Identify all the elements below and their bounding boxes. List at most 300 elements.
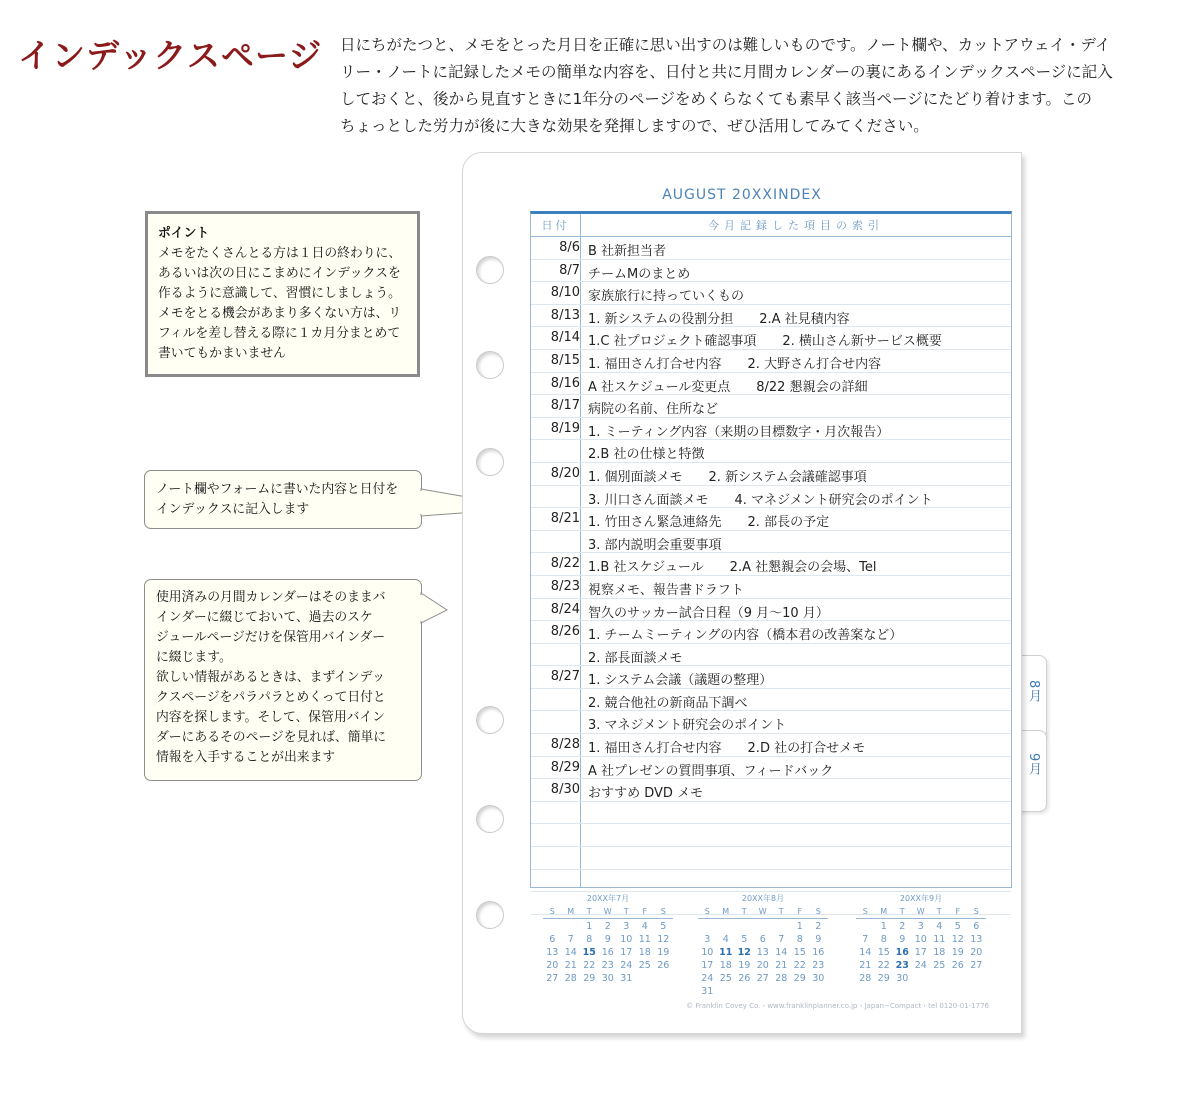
calendar-day: 10 [914,934,927,945]
calendar-day: 8 [880,934,887,945]
index-row [531,373,1011,396]
calendar-day [772,921,791,932]
calendar-day: 11 [638,934,651,945]
calendar-day: 26 [738,973,751,984]
calendar-day: 24 [701,973,714,984]
index-row-date [531,330,580,345]
calendar-day: 2 [604,921,611,932]
index-row [531,350,1011,373]
mini-calendar-weekdays [698,907,828,919]
weekday-label: T [936,907,942,916]
calendar-day: 19 [738,960,751,971]
weekday-label: S [704,907,710,916]
index-header-row [531,214,1011,237]
mini-calendar-week [543,947,673,958]
calendar-day: 2 [899,921,906,932]
mini-calendar-week [856,921,986,932]
mini-calendar-week [543,960,673,971]
calendar-day: 22 [583,960,596,971]
index-row-date [531,805,580,820]
calendar-day: 31 [620,973,633,984]
calendar-day: 19 [951,947,964,958]
index-row [531,305,1011,328]
index-row-text: B 社新担当者 [588,244,667,259]
index-row [531,260,1011,283]
index-row-text: チームMのまとめ [588,266,691,282]
calendar-day: 24 [620,960,633,971]
calendar-day: 10 [620,934,633,945]
planner-page [462,152,1022,1034]
index-row [531,553,1011,576]
index-row-date [531,489,580,504]
text-line: ノート欄やフォームに書いた内容と日付を [156,482,399,497]
index-row-date [531,669,580,684]
text-line: フィルを差し替える際に１カ月分まとめて [158,326,401,341]
index-row [531,440,1011,463]
index-row-date [531,782,580,797]
calendar-day [930,973,949,984]
calendar-day: 27 [756,973,769,984]
calendar-day [543,921,562,932]
mini-calendar [698,893,828,997]
calendar-day: 5 [954,921,961,932]
calendar-day [717,986,736,997]
index-row-date [531,714,580,729]
index-row [531,644,1011,667]
calendar-day: 20 [756,960,769,971]
index-row-text: 3. 川口さん面談メモ 4. マネジメント研究会のポイント [588,492,933,508]
calendar-day: 15 [877,947,890,958]
weekday-label: F [797,907,803,916]
mini-calendar-week [698,934,828,945]
index-row-date-text: 8/22 [550,556,580,572]
index-row-text: 1.C 社プロジェクト確認事項 2. 横山さん新サービス概要 [588,334,942,350]
index-row-text: 1. 福田さん打合せ内容 2. 大野さん打合せ内容 [588,356,882,372]
calendar-day: 21 [859,960,872,971]
page-title: インデックスページ [18,36,323,75]
index-row-text: 3. 部内説明会重要事項 [588,537,722,553]
text-line: メモをたくさんとる方は１日の終わりに、 [158,246,402,261]
mini-calendar-title: 20XX年9月 [899,894,943,903]
mini-calendar-title: 20XX年8月 [741,894,785,903]
calendar-day: 29 [793,973,806,984]
calendar-day: 18 [933,947,946,958]
calendar-day: 22 [793,960,806,971]
index-row-date [531,263,580,278]
weekday-label: M [567,907,575,916]
mini-calendar-week [543,921,673,932]
mini-calendar-week [856,934,986,945]
index-row-text: 智久のサッカー試合日程（9 月〜10 月） [588,605,829,621]
weekday-label: F [955,907,961,916]
index-row-date-text: 8/16 [550,375,580,391]
calendar-day: 25 [719,973,732,984]
weekday-label: S [973,907,979,916]
index-row-text: 2. 競合他社の新商品下調べ [588,695,748,711]
index-row-date [531,556,580,571]
index-row-date [531,443,580,458]
index-row-date-text: 8/24 [550,601,580,617]
calendar-day: 22 [877,960,890,971]
calendar-day: 27 [970,960,983,971]
index-row-date [531,760,580,775]
calendar-day: 24 [914,960,927,971]
index-row [531,689,1011,712]
binder-hole [476,256,504,284]
calendar-day: 18 [719,960,732,971]
index-row [531,418,1011,441]
calendar-day: 13 [546,947,559,958]
calendar-day: 1 [796,921,803,932]
calendar-day: 7 [567,934,574,945]
index-row-date [531,511,580,526]
index-row [531,711,1011,734]
calendar-day: 31 [701,986,714,997]
calendar-day [698,921,717,932]
callout-index-entry-text [156,480,410,520]
index-row-date [531,624,580,639]
text-line: 内容を探します。そして、保管用バイン [156,710,386,725]
calendar-day: 3 [623,921,630,932]
calendar-day: 6 [759,934,766,945]
index-row-date [531,850,580,865]
calendar-day [636,973,655,984]
index-row-date [531,240,580,255]
index-row [531,531,1011,554]
index-row-date [531,602,580,617]
intro-text [340,32,1185,140]
calendar-day [654,973,673,984]
calendar-day [856,921,875,932]
index-row-text: 1. 福田さん打合せ内容 2.D 社の打合せメモ [588,741,866,757]
index-row-date [531,579,580,594]
calendar-day [772,986,791,997]
calendar-day: 17 [914,947,927,958]
index-row-date [531,534,580,549]
index-row-date [531,353,580,368]
text-line: インデックスに記入します [156,502,310,517]
index-row-date-text: 8/13 [550,307,580,323]
mini-calendar [856,893,986,984]
weekday-label: T [899,907,905,916]
calendar-day: 9 [899,934,906,945]
calendar-day: 11 [933,934,946,945]
text-line: クスページをパラパラとめくって日付と [156,690,386,705]
index-row-text: A 社プレゼンの質問事項、フィードバック [588,763,834,779]
calendar-day: 27 [546,973,559,984]
tab-august-label: 8月 [1026,680,1041,704]
calendar-day [967,973,986,984]
index-row-date-text: 8/14 [550,330,580,346]
index-row-text: 1. 竹田さん緊急連絡先 2. 部長の予定 [588,515,830,531]
calendar-day: 14 [775,947,788,958]
index-row-text: 1. 新システムの役割分担 2.A 社見積内容 [588,311,850,327]
index-row-date [531,692,580,707]
weekday-label: T [623,907,629,916]
index-row [531,486,1011,509]
calendar-day: 20 [546,960,559,971]
text-line: 使用済みの月間カレンダーはそのままバ [156,590,386,605]
binder-hole [476,351,504,379]
text-line: 欲しい情報があるときは、まずインデッ [156,670,385,685]
index-row [531,576,1011,599]
index-row-date [531,308,580,323]
calendar-day: 1 [586,921,593,932]
tip-box [145,211,420,377]
calendar-day: 28 [859,973,872,984]
index-row [531,508,1011,531]
calendar-day: 14 [564,947,577,958]
calendar-day: 21 [564,960,577,971]
index-title: AUGUST 20XXINDEX [662,187,822,203]
calendar-day: 16 [601,947,614,958]
page-footer: © Franklin Covey Co.・www.franklinplanner.co.jp・Japan−Compact・tel 0120-01-1776 [686,1002,989,1010]
calendar-day: 17 [620,947,633,958]
index-row [531,599,1011,622]
index-row [531,870,1011,893]
mini-calendar-week [698,973,828,984]
index-row-date [531,421,580,436]
index-row [531,802,1011,825]
header-content: 今月記録した項目の索引 [708,219,884,232]
index-row [531,621,1011,644]
binder-hole [476,901,504,929]
mini-calendar-week [698,947,828,958]
calendar-day: 2 [815,921,822,932]
calendar-day: 30 [896,973,909,984]
tab-september-label: 9月 [1026,753,1041,777]
calendar-day: 1 [880,921,887,932]
index-row-text: A 社スケジュール変更点 8/22 懇親会の詳細 [588,379,868,395]
index-row-text: 1. ミーティング内容（来期の目標数字・月次報告） [588,424,890,440]
mini-calendar-week [698,986,828,997]
index-row [531,666,1011,689]
index-row-date-text: 8/27 [550,669,580,685]
calendar-day [735,986,754,997]
index-row-date-text: 8/6 [559,240,580,255]
weekday-label: S [862,907,868,916]
text-line: しておくと、後から見直すときに1年分のページをめくらなくても素早く該当ページにたどり着けます。この [340,90,1093,108]
index-row-date-text: 8/19 [550,420,580,436]
calendar-day: 30 [812,973,825,984]
calendar-day: 18 [638,947,651,958]
calendar-day [717,921,736,932]
index-row-date-text: 8/21 [550,511,580,527]
weekday-label: M [880,907,888,916]
calendar-day: 4 [722,934,729,945]
weekday-label: F [642,907,648,916]
calendar-day: 25 [638,960,651,971]
weekday-label: S [660,907,666,916]
weekday-label: W [758,907,767,916]
index-row-text: 1. チームミーティングの内容（橋本君の改善案など） [588,628,903,644]
index-row-date [531,376,580,391]
text-line: に綴じます。 [156,650,232,665]
calendar-day: 10 [701,947,714,958]
mini-calendar-week [543,973,673,984]
index-row [531,847,1011,870]
index-row-text: 1.B 社スケジュール 2.A 社懇親会の会場、Tel [588,560,877,576]
index-row-date [531,737,580,752]
calendar-day: 28 [775,973,788,984]
calendar-day: 16 [895,947,909,958]
index-row [531,395,1011,418]
index-row-text: 1. システム会議（議題の整理） [588,673,773,689]
calendar-day: 23 [812,960,825,971]
text-line: あるいは次の日にこまめにインデックスを [158,266,401,281]
calendar-day: 21 [775,960,788,971]
weekday-label: M [722,907,730,916]
mini-calendar-weekdays [543,907,673,919]
calendar-day: 4 [641,921,648,932]
callout-binder [144,579,422,781]
calendar-day: 7 [778,934,785,945]
index-row-text: 2.B 社の仕様と特徴 [588,447,705,463]
calendar-day: 17 [701,960,714,971]
index-row-date-text: 8/17 [550,398,580,414]
index-row-text: 病院の名前、住所など [588,402,719,418]
mini-calendar [543,893,673,984]
calendar-day: 28 [564,973,577,984]
mini-calendar-week [543,934,673,945]
tab-september[interactable] [1018,730,1047,812]
tab-august[interactable] [1018,655,1047,739]
calendar-day [949,973,968,984]
index-row-date [531,647,580,662]
calendar-day: 12 [737,947,751,958]
calendar-day: 6 [549,934,556,945]
calendar-day: 14 [859,947,872,958]
index-rows [531,237,1011,915]
text-line: インダーに綴じておいて、過去のスケ [156,610,373,625]
calendar-day: 12 [951,934,964,945]
index-row-text: 視察メモ、報告書ドラフト [588,582,744,598]
index-row-date-text: 8/15 [550,352,580,368]
calendar-day: 6 [973,921,980,932]
text-line: ダーにあるそのページを見れば、簡単に [156,730,387,745]
index-row [531,757,1011,780]
mini-calendar-week [856,947,986,958]
calendar-day [912,973,931,984]
calendar-day [791,986,810,997]
calendar-day: 3 [917,921,924,932]
calendar-day: 5 [741,934,748,945]
index-row-date-text: 8/23 [550,578,580,594]
calendar-day: 8 [586,934,593,945]
calendar-day [735,921,754,932]
text-line: ジュールページだけを保管用バインダー [156,630,386,645]
index-table [530,211,1012,888]
calendar-day: 25 [933,960,946,971]
index-row-date [531,466,580,481]
calendar-day: 16 [812,947,825,958]
callout-binder-text [156,588,410,768]
mini-calendar-week [698,960,828,971]
text-line: ちょっとした労力が後に大きな効果を発揮しますので、ぜひ活用してみてください。 [340,117,929,135]
index-row-date [531,873,580,888]
text-line: 情報を入手することが出来ます [156,750,336,765]
index-row [531,327,1011,350]
binder-hole [476,448,504,476]
weekday-label: W [916,907,925,916]
mini-calendar-title: 20XX年7月 [586,894,630,903]
calendar-day: 23 [895,960,909,971]
index-row [531,779,1011,802]
calendar-day: 26 [951,960,964,971]
calendar-day: 30 [601,973,614,984]
text-line: 作るように意識して、習慣にしましょう。 [158,286,401,301]
index-row-date-text: 8/28 [550,737,580,753]
mini-calendar-weekdays [856,907,986,919]
calendar-day: 29 [583,973,596,984]
index-row-date [531,827,580,842]
binder-hole [476,805,504,833]
calendar-day: 8 [796,934,803,945]
weekday-label: T [741,907,747,916]
mini-calendar-week [698,921,828,932]
calendar-day: 12 [657,934,670,945]
index-row [531,237,1011,260]
calendar-day: 4 [936,921,943,932]
index-row-date [531,285,580,300]
weekday-label: W [603,907,612,916]
mini-calendar-week [856,973,986,984]
weekday-label: S [549,907,555,916]
index-row-text: 3. マネジメント研究会のポイント [588,718,787,734]
calendar-day: 13 [756,947,769,958]
index-row-text: 家族旅行に持っていくもの [588,289,745,305]
calendar-day [809,986,828,997]
index-row-text: 1. 個別面談メモ 2. 新システム会議確認事項 [588,469,867,485]
index-row-text: 2. 部長面談メモ [588,650,683,666]
index-row [531,282,1011,305]
index-row-date-text: 8/26 [550,624,580,640]
calendar-day: 15 [793,947,806,958]
calendar-day: 3 [704,934,711,945]
weekday-label: T [778,907,784,916]
index-row-text: おすすめ DVD メモ [588,786,704,802]
binder-hole [476,706,504,734]
tip-heading: ポイント [158,226,210,241]
mini-calendar-week [856,960,986,971]
calendar-day: 5 [660,921,667,932]
mini-calendars [543,893,1003,997]
index-row-date [531,398,580,413]
text-line: 日にちがたつと、メモをとった月日を正確に思い出すのは難しいものです。ノート欄や、カットアウェイ・デイ [340,36,1111,54]
index-row-date-text: 8/29 [550,759,580,775]
index-row [531,824,1011,847]
calendar-day: 19 [657,947,670,958]
weekday-label: T [586,907,592,916]
calendar-day: 13 [970,934,983,945]
header-date: 日付 [541,219,570,232]
weekday-label: S [815,907,821,916]
calendar-day: 29 [877,973,890,984]
tip-body [158,244,407,364]
text-line: 書いてもかまいません [158,346,286,361]
calendar-day [562,921,581,932]
calendar-day: 7 [862,934,869,945]
text-line: メモをとる機会があまり多くない方は、リ [158,306,402,321]
calendar-day [754,921,773,932]
index-row-date-text: 8/20 [550,465,580,481]
calendar-day: 23 [601,960,614,971]
calendar-day: 26 [657,960,670,971]
calendar-day: 9 [815,934,822,945]
index-row [531,463,1011,486]
calendar-day [754,986,773,997]
index-row-date-text: 8/7 [559,262,580,278]
